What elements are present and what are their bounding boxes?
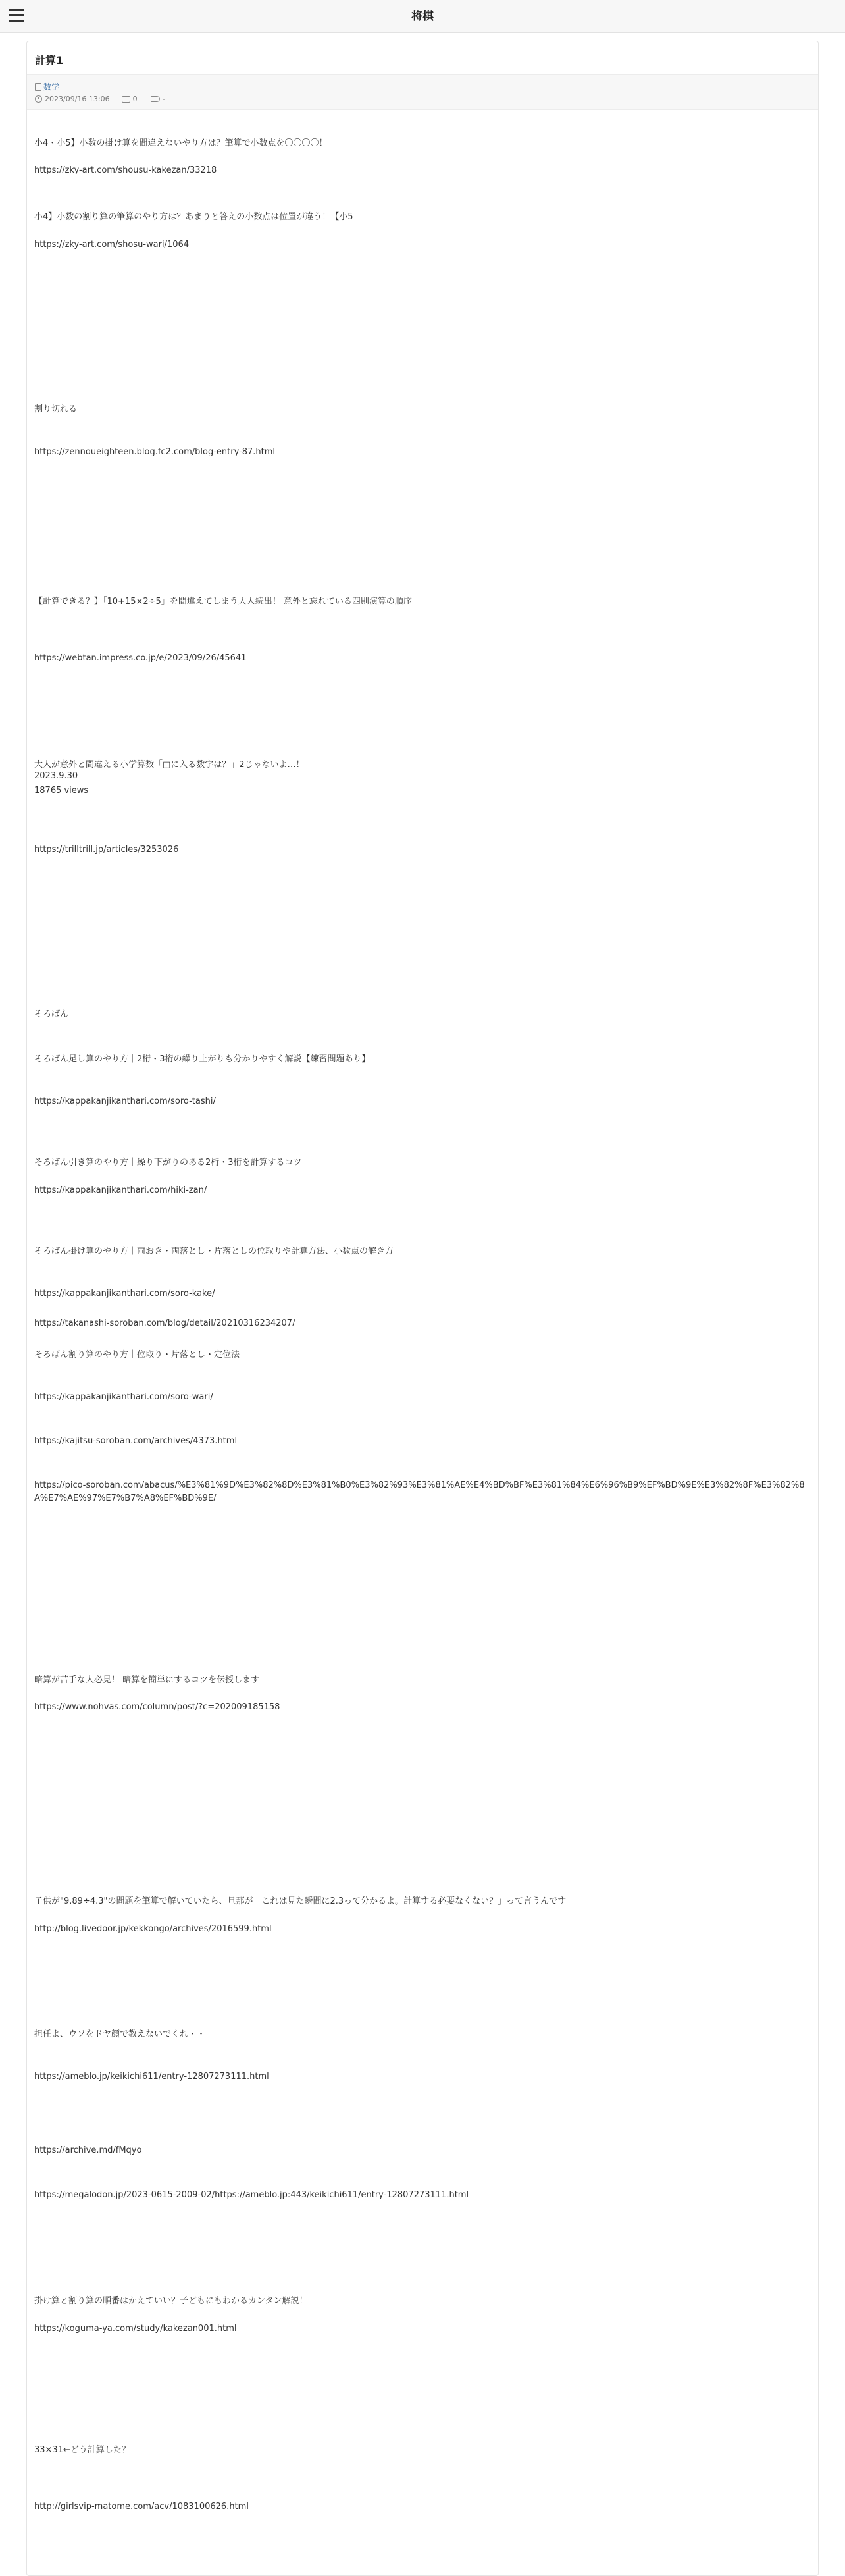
content-line: 担任よ、ウソをドヤ顔で教えないでくれ・・	[34, 2029, 206, 2039]
content-link[interactable]: https://takanashi-soroban.com/blog/detail/20210316234207/	[34, 1318, 295, 1328]
file-icon	[35, 83, 41, 91]
content-link[interactable]: https://zky-art.com/shosu-wari/1064	[34, 240, 190, 250]
meta-row	[35, 95, 165, 103]
content-line: 33×31←どう計算した？	[34, 2445, 130, 2455]
content-link[interactable]: https://zennoueighteen.blog.fc2.com/blog-entry-87.html	[34, 447, 276, 457]
content-line: そろばん	[34, 1009, 69, 1019]
post-meta	[27, 74, 818, 110]
content-line: 子供が"9.89÷4.3"の問題を筆算で解いていたら、旦那が「これは見た瞬間に2.3って分かるよ。計算する必要なくない？」って言うんです	[34, 1896, 567, 1906]
content-link[interactable]: https://ameblo.jp/keikichi611/entry-12807273111.html	[34, 2072, 269, 2081]
content-link[interactable]: https://trilltrill.jp/articles/3253026	[34, 845, 179, 855]
content-line: 割り切れる	[34, 404, 78, 414]
tag-icon	[151, 96, 160, 102]
content-line: 18765 views	[34, 786, 89, 795]
content-link[interactable]: https://kappakanjikanthari.com/soro-wari/	[34, 1392, 213, 1402]
content-link[interactable]: https://koguma-ya.com/study/kakezan001.html	[34, 2324, 237, 2334]
content-link[interactable]: https://webtan.impress.co.jp/e/2023/09/26/45641	[34, 653, 247, 663]
content-link[interactable]: https://kappakanjikanthari.com/hiki-zan/	[34, 1185, 207, 1195]
content-line: 2023.9.30	[34, 771, 78, 781]
content-link[interactable]: https://megalodon.jp/2023-0615-2009-02/https://ameblo.jp:443/keikichi611/entry-12807273111.html	[34, 2190, 469, 2200]
content-line: 暗算が苦手な人必見！ 暗算を簡単にするコツを伝授します	[34, 1675, 260, 1685]
content-link[interactable]: https://www.nohvas.com/column/post/?c=202009185158	[34, 1702, 280, 1712]
content-line: 小4】小数の割り算の筆算のやり方は？あまりと答えの小数点は位置が違う！【小5	[34, 212, 353, 222]
content-link[interactable]: https://pico-soroban.com/abacus/%E3%81%9D%E3%82%8D%E3%81%B0%E3%82%93%E3%81%AE%E4%BD%BF%E3%81%84%E6%96%B9%EF%BD%9E%E3%82%8F%E3%82%8A%E7%AE%97%E7%B7%A8%EF%BD%9E/	[34, 1480, 805, 1503]
comment-count[interactable]: 0	[132, 95, 138, 103]
content-line: そろばん掛け算のやり方｜両おき・両落とし・片落としの位取りや計算方法、小数点の解き方	[34, 1247, 394, 1256]
category-link[interactable]	[35, 81, 59, 92]
content-link[interactable]: https://kappakanjikanthari.com/soro-tashi/	[34, 1096, 216, 1106]
content-link[interactable]: http://blog.livedoor.jp/kekkongo/archives/2016599.html	[34, 1924, 272, 1934]
content-link[interactable]: https://zky-art.com/shousu-kakezan/33218	[34, 165, 217, 175]
content-link[interactable]: http://girlsvip-matome.com/acv/1083100626.html	[34, 2502, 249, 2511]
content-line: 大人が意外と間違える小学算数「□に入る数字は？」2じゃないよ…！	[34, 760, 305, 770]
content-line: そろばん足し算のやり方｜2桁・3桁の繰り上がりも分かりやすく解説【練習問題あり】	[34, 1054, 371, 1064]
content-line: そろばん割り算のやり方｜位取り・片落とし・定位法	[34, 1350, 240, 1360]
content-line: そろばん引き算のやり方｜繰り下がりのある2桁・3桁を計算するコツ	[34, 1158, 302, 1167]
top-bar	[0, 0, 845, 33]
content-line: 【計算できる？】「10+15×2÷5」を間違えてしまう大人続出！ 意外と忘れている四則演算の順序	[34, 597, 412, 606]
app-title: 将棋	[411, 10, 434, 23]
post-title: 計算1	[35, 54, 64, 67]
post-date: 2023/09/16 13:06	[45, 95, 110, 103]
content-link[interactable]: https://archive.md/fMqyo	[34, 2145, 142, 2155]
category-label: 数学	[43, 82, 60, 92]
content-line: 小4・小5】小数の掛け算を間違えないやり方は？筆算で小数点を〇〇〇〇！	[34, 138, 328, 148]
content-link[interactable]: https://kajitsu-soroban.com/archives/4373.html	[34, 1436, 238, 1446]
clock-icon	[35, 95, 42, 103]
content-line: 掛け算と割り算の順番はかえていい？子どもにもわかるカンタン解説！	[34, 2296, 308, 2306]
tag-value: -	[162, 95, 165, 103]
content-link[interactable]: https://kappakanjikanthari.com/soro-kake/	[34, 1289, 215, 1299]
comment-icon[interactable]	[122, 96, 130, 103]
